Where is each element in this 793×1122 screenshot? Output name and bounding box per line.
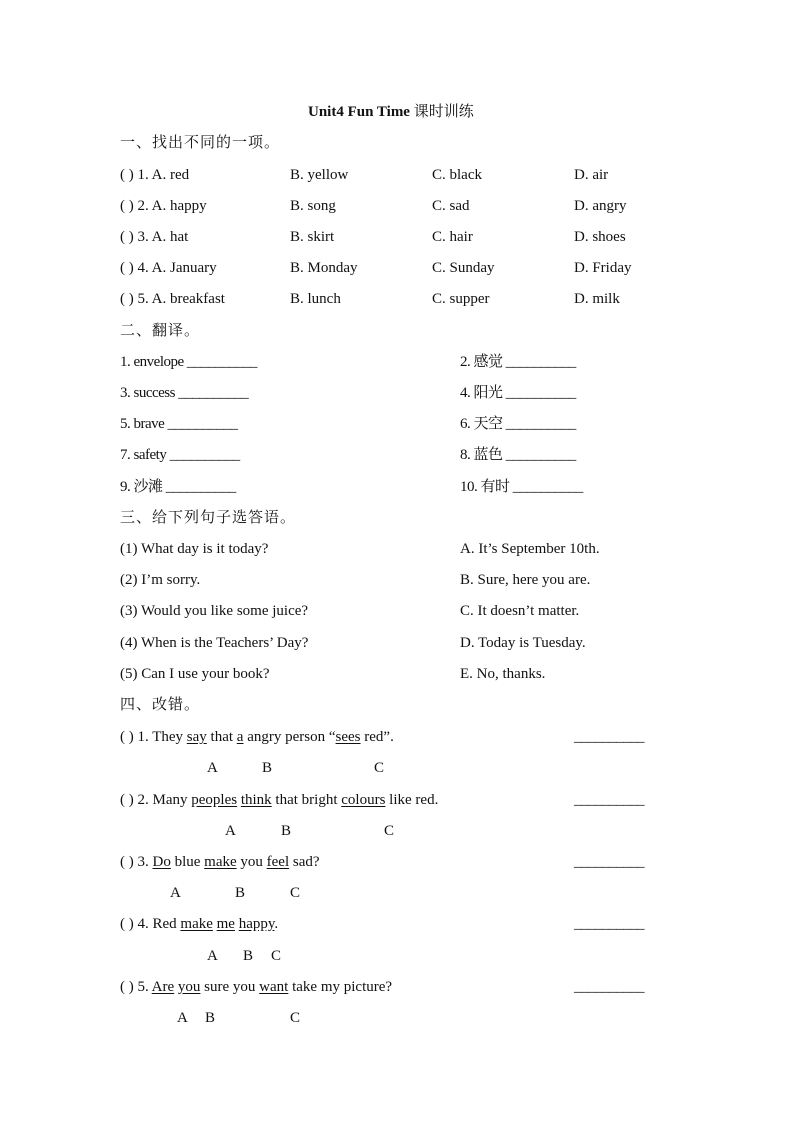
s3-question-2: (2) I’m sorry. <box>120 572 201 588</box>
s2-item-9: 9. 沙滩 __________ <box>120 479 236 495</box>
s4-text: ( ) 2. Many <box>120 792 192 808</box>
s4-label-c: C <box>271 948 282 964</box>
s4-label-b: B <box>243 948 254 964</box>
page-title <box>308 102 474 122</box>
s4-answer-blank-5: __________ <box>574 979 644 995</box>
section3-heading: 三、给下列句子选答语。 <box>120 510 297 526</box>
s4-label-b: B <box>262 760 273 776</box>
s1-q1-b: B. yellow <box>290 167 349 183</box>
s4-label-b: B <box>281 823 292 839</box>
s4-text: take my picture? <box>288 979 393 995</box>
s1-q2-c: C. sad <box>432 198 470 214</box>
s4-underlined-a: make <box>180 916 213 932</box>
s4-label-c: C <box>290 885 301 901</box>
s1-q5-c: C. supper <box>432 291 490 307</box>
s1-q5-d: D. milk <box>574 291 620 307</box>
s4-label-a: A <box>177 1010 188 1026</box>
s4-label-a: A <box>207 948 218 964</box>
s4-underlined-c: sees <box>335 729 361 745</box>
s4-underlined-b: you <box>177 979 201 995</box>
s4-underlined-a: Do <box>152 854 171 870</box>
s4-underlined-c: want <box>259 979 289 995</box>
s4-text: ( ) 1. They <box>120 729 187 745</box>
s2-item-3: 3. success __________ <box>120 385 249 401</box>
title-cn: 课时训练 <box>413 104 474 120</box>
s4-text: that bright <box>271 792 342 808</box>
s1-q2-d: D. angry <box>574 198 627 214</box>
s4-text: ( ) 4. Red <box>120 916 181 932</box>
s2-item-4: 4. 阳光 __________ <box>460 385 576 401</box>
s4-text: that <box>206 729 237 745</box>
section2-heading: 二、翻译。 <box>120 323 201 339</box>
s4-underlined-a: peoples <box>191 792 238 808</box>
s1-q3-b: B. skirt <box>290 229 335 245</box>
title-en: Unit4 Fun Time <box>308 104 410 120</box>
s3-answer-b: B. Sure, here you are. <box>460 572 591 588</box>
s3-question-3: (3) Would you like some juice? <box>120 603 309 619</box>
s3-answer-a: A. It’s September 10th. <box>460 541 600 557</box>
s3-answer-c: C. It doesn’t matter. <box>460 603 580 619</box>
s2-item-10: 10. 有时 __________ <box>460 479 583 495</box>
s4-underlined-c: happy <box>238 916 275 932</box>
s1-q4-c: C. Sunday <box>432 260 495 276</box>
s4-underlined-a: say <box>186 729 207 745</box>
s2-item-5: 5. brave __________ <box>120 416 238 432</box>
s1-q1-d: D. air <box>574 167 609 183</box>
section4-heading: 四、改错。 <box>120 697 201 713</box>
s1-q3-d: D. shoes <box>574 229 626 245</box>
s4-text: you <box>236 854 267 870</box>
s1-q3-a: ( ) 3. A. hat <box>120 229 189 245</box>
s4-label-a: A <box>225 823 236 839</box>
s2-item-2: 2. 感觉 __________ <box>460 354 576 370</box>
s1-q3-c: C. hair <box>432 229 473 245</box>
section1-heading: 一、找出不同的一项。 <box>120 135 281 151</box>
s4-answer-blank-4: __________ <box>574 916 644 932</box>
s4-underlined-c: colours <box>341 792 386 808</box>
s4-text: angry person “ <box>243 729 336 745</box>
s4-text: red”. <box>360 729 394 745</box>
s2-item-1: 1. envelope __________ <box>120 354 257 370</box>
s3-answer-e: E. No, thanks. <box>460 666 546 682</box>
s4-text: sad? <box>289 854 320 870</box>
s2-item-6: 6. 天空 __________ <box>460 416 576 432</box>
s4-text: ( ) 3. <box>120 854 153 870</box>
s4-text: ( ) 5. <box>120 979 152 995</box>
s1-q5-a: ( ) 5. A. breakfast <box>120 291 225 307</box>
s4-label-c: C <box>374 760 385 776</box>
s4-underlined-b: think <box>240 792 272 808</box>
s1-q5-b: B. lunch <box>290 291 341 307</box>
s1-q1-a: ( ) 1. A. red <box>120 167 190 183</box>
s4-text: blue <box>170 854 205 870</box>
s3-question-4: (4) When is the Teachers’ Day? <box>120 635 309 651</box>
s4-label-a: A <box>207 760 218 776</box>
s4-sentence-5 <box>120 977 392 997</box>
s4-underlined-c: feel <box>266 854 290 870</box>
s4-label-b: B <box>235 885 246 901</box>
s4-label-a: A <box>170 885 181 901</box>
s1-q2-a: ( ) 2. A. happy <box>120 198 207 214</box>
s4-sentence-3 <box>120 852 320 872</box>
s4-label-c: C <box>290 1010 301 1026</box>
s4-underlined-a: Are <box>151 979 175 995</box>
s1-q2-b: B. song <box>290 198 336 214</box>
s4-label-b: B <box>205 1010 216 1026</box>
s2-item-7: 7. safety __________ <box>120 447 240 463</box>
s4-underlined-b: a <box>236 729 244 745</box>
s4-text: sure you <box>200 979 260 995</box>
s1-q4-a: ( ) 4. A. January <box>120 260 217 276</box>
s4-sentence-4 <box>120 914 278 934</box>
s4-answer-blank-3: __________ <box>574 854 644 870</box>
s4-text: like red. <box>385 792 439 808</box>
s3-question-1: (1) What day is it today? <box>120 541 269 557</box>
s4-underlined-b: make <box>204 854 237 870</box>
s1-q4-d: D. Friday <box>574 260 632 276</box>
s3-question-5: (5) Can I use your book? <box>120 666 270 682</box>
s4-underlined-b: me <box>216 916 235 932</box>
s4-sentence-2 <box>120 790 438 810</box>
s2-item-8: 8. 蓝色 __________ <box>460 447 576 463</box>
s1-q4-b: B. Monday <box>290 260 358 276</box>
s4-answer-blank-2: __________ <box>574 792 644 808</box>
s4-sentence-1 <box>120 727 394 747</box>
s3-answer-d: D. Today is Tuesday. <box>460 635 586 651</box>
s4-answer-blank-1: __________ <box>574 729 644 745</box>
s4-text: . <box>274 916 279 932</box>
s1-q1-c: C. black <box>432 167 482 183</box>
s4-label-c: C <box>384 823 395 839</box>
